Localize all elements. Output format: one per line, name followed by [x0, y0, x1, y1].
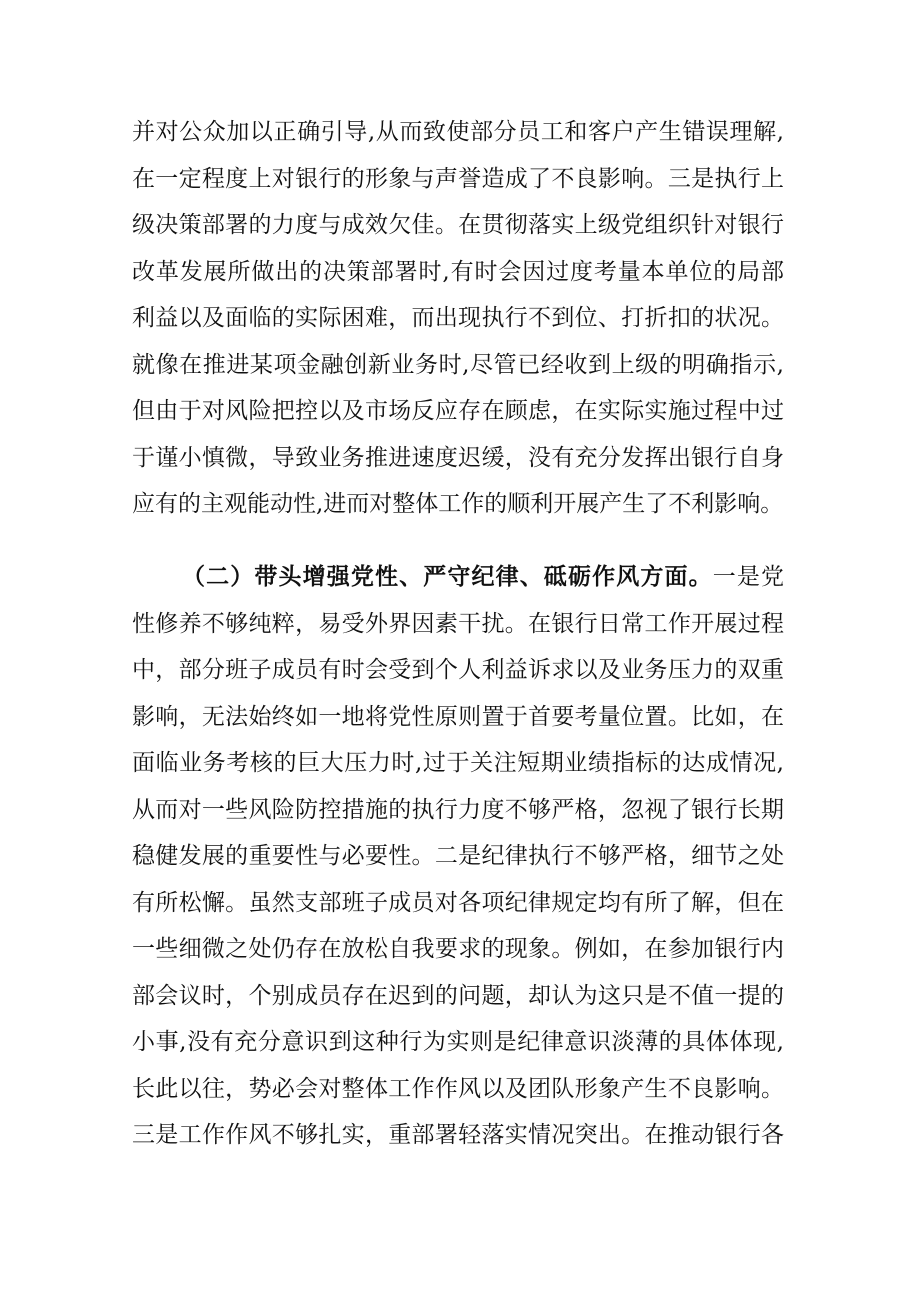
paragraph-2-line: 影响，无法始终如一地将党性原则置于首要考量位置。比如，在 — [132, 703, 784, 730]
paragraph-2-line: 面临业务考核的巨大压力时,过于关注短期业绩指标的达成情况, — [132, 750, 784, 776]
paragraph-2-line: 有所松懈。虽然支部班子成员对各项纪律规定均有所了解，但在 — [132, 889, 784, 916]
paragraph-1 — [132, 109, 784, 528]
paragraph-1-line: 利益以及面临的实际困难，而出现执行不到位、打折扣的状况。 — [132, 305, 784, 331]
paragraph-2-line: 从而对一些风险防控措施的执行力度不够严格，忽视了银行长期 — [132, 796, 784, 823]
paragraph-1-line: 级决策部署的力度与成效欠佳。在贯彻落实上级党组织针对银行 — [132, 212, 784, 238]
section-heading: （二）带头增强党性、严守纪律、砥砺作风方面。 — [182, 563, 713, 590]
paragraph-2-first-line — [132, 554, 784, 601]
paragraph-1-line: 并对公众加以正确引导,从而致使部分员工和客户产生错误理解, — [132, 119, 784, 145]
paragraph-1-line: 应有的主观能动性,进而对整体工作的顺利开展产生了不利影响。 — [132, 491, 784, 517]
paragraph-2-line: 三是工作作风不够扎实，重部署轻落实情况突出。在推动银行各 — [132, 1122, 784, 1148]
paragraph-2-first-line-text: 一是党 — [712, 564, 784, 590]
paragraph-2-line: 性修养不够纯粹，易受外界因素干扰。在银行日常工作开展过程 — [132, 610, 784, 637]
paragraph-1-line: 就像在推进某项金融创新业务时,尽管已经收到上级的明确指示, — [132, 351, 784, 378]
paragraph-2-line: 中，部分班子成员有时会受到个人利益诉求以及业务压力的双重 — [132, 657, 784, 683]
paragraph-2-line: 稳健发展的重要性与必要性。二是纪律执行不够严格，细节之处 — [132, 843, 784, 869]
paragraph-2-line: 小事,没有充分意识到这种行为实则是纪律意识淡薄的具体体现, — [132, 1029, 784, 1055]
paragraph-1-line: 于谨小慎微，导致业务推进速度迟缓，没有充分发挥出银行自身 — [132, 444, 784, 471]
paragraph-2-line: 部会议时，个别成员存在迟到的问题，却认为这只是不值一提的 — [132, 982, 784, 1009]
paragraph-1-line: 但由于对风险把控以及市场反应存在顾虑，在实际实施过程中过 — [132, 398, 784, 424]
paragraph-1-line: 改革发展所做出的决策部署时,有时会因过度考量本单位的局部 — [132, 258, 784, 285]
paragraph-2 — [132, 554, 784, 1159]
paragraph-2-line: 一些细微之处仍存在放松自我要求的现象。例如，在参加银行内 — [132, 936, 784, 962]
paragraph-2-line: 长此以往，势必会对整体工作作风以及团队形象产生不良影响。 — [132, 1075, 784, 1102]
paragraph-1-line: 在一定程度上对银行的形象与声誉造成了不良影响。三是执行上 — [132, 165, 784, 192]
